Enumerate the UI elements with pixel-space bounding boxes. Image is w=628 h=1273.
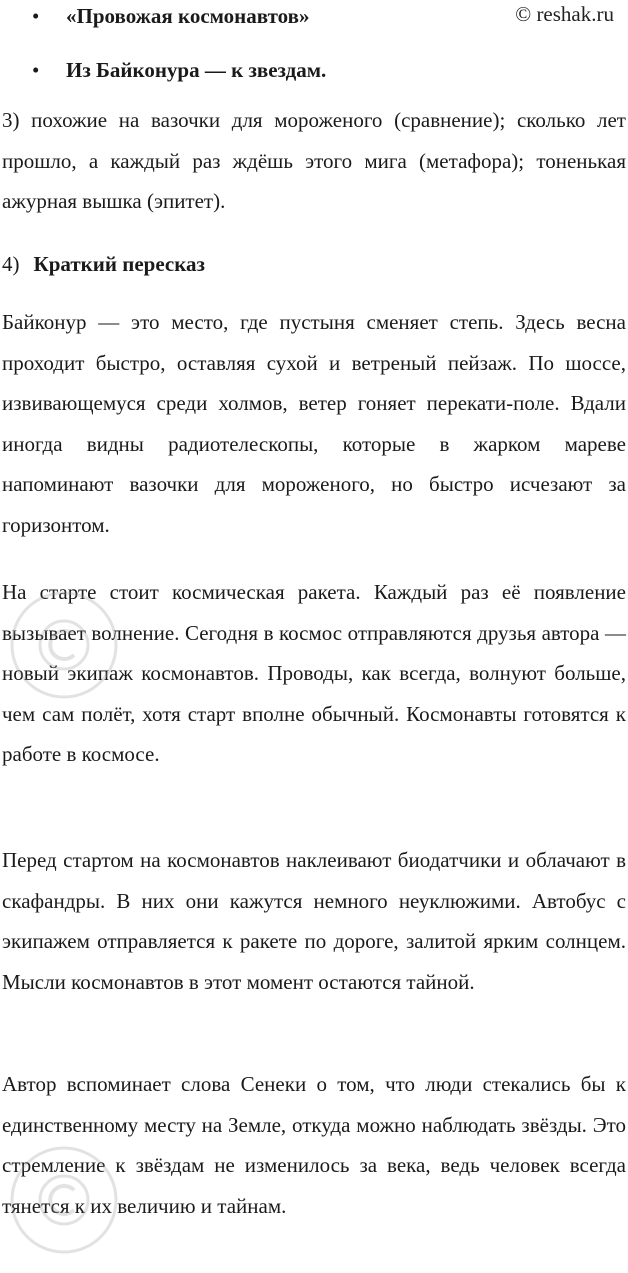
retelling-paragraph-2: На старте стоит космическая ракета. Каждый раз её появление вызывает волнение. Сегодня в космос отправляются друзья автора — новый экипаж космонавтов. Проводы, как всегда, волнуют больше, чем сам полёт, хотя старт вполне обычный. Космонавты готовятся к работе в космосе. <box>2 580 626 766</box>
retelling-paragraph-4: Автор вспоминает слова Сенеки о том, что люди стекались бы к единственному месту на Земле, откуда можно наблюдать звёзды. Это стремление к звёздам не изменилось за века, ведь человек всегда тянется к их величию и тайнам. <box>2 1072 626 1218</box>
retelling-paragraph-3: Перед стартом на космонавтов наклеивают биодатчики и облачают в скафандры. В них они кажутся немного неуклюжими. Автобус с экипажем отправляется к ракете по дороге, залитой ярким солнцем. Мысли космонавтов в этот момент остаются тайной. <box>2 848 626 994</box>
point-3-paragraph: 3) похожие на вазочки для мороженого (сравнение); сколько лет прошло, а каждый раз ждёшь этого мига (метафора); тоненькая ажурная вышка (эпитет). <box>2 108 626 213</box>
site-watermark: © reshak.ru <box>515 2 614 26</box>
bullet-item-1 <box>32 2 309 30</box>
point-4-number: 4) <box>2 252 20 276</box>
bullet-dot: • <box>32 4 40 28</box>
bullet-text: «Провожая космонавтов» <box>66 4 310 28</box>
bullet-text: Из Байконура — к звездам. <box>66 58 327 82</box>
bullet-dot: • <box>32 58 40 82</box>
point-4-title: Краткий пересказ <box>33 252 205 276</box>
retelling-paragraph-1: Байконур — это место, где пустыня сменяет степь. Здесь весна проходит быстро, оставляя сухой и ветреный пейзаж. По шоссе, извивающемуся среди холмов, ветер гоняет перекати-поле. Вдали иногда видны радиотелескопы, которые в жарком мареве напоминают вазочки для мороженого, но быстро исчезают за горизонтом. <box>2 310 626 537</box>
bullet-item-2 <box>32 56 326 84</box>
point-4-heading <box>2 250 205 278</box>
